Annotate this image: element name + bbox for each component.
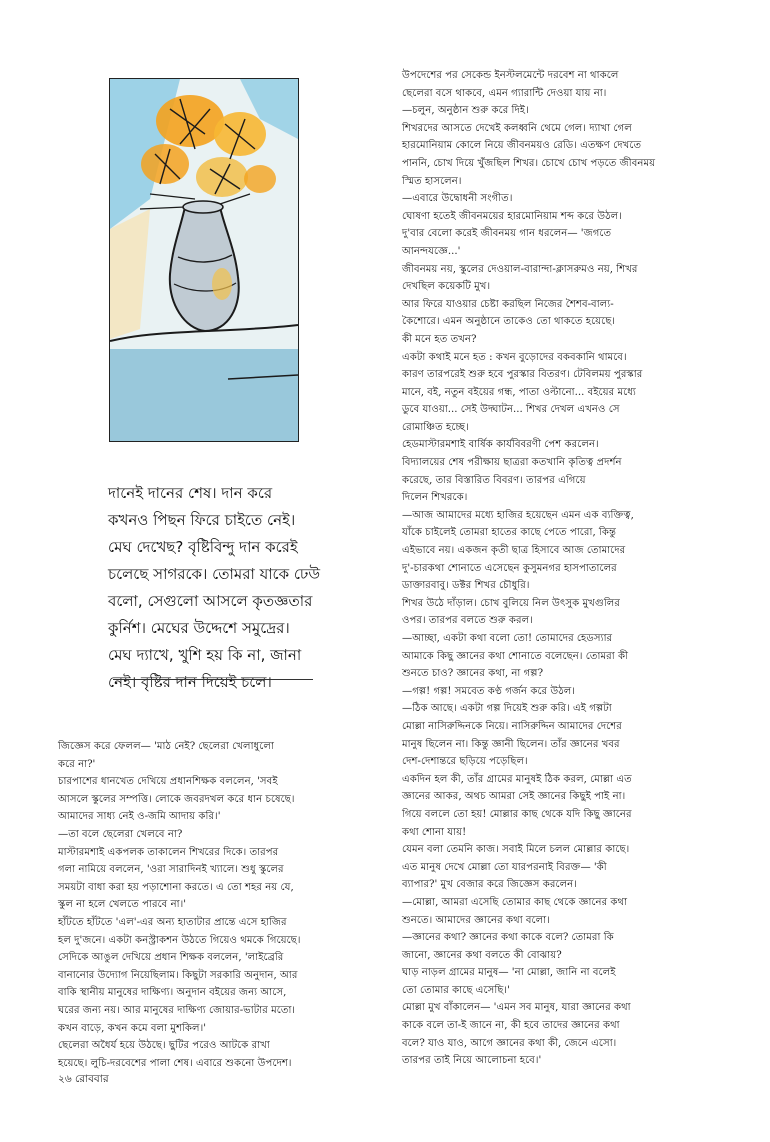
text-line: মানে, বই, নতুন বইয়ের গন্ধ, পাতা ওল্টানো... বইয়ের মধ্যে [402, 386, 636, 398]
text-line: ডুবে যাওয়া... সেই উদ্ঘাটন... শিখর দেখল এখনও সে [402, 404, 620, 416]
text-line: —জ্ঞানের কথা? জ্ঞানের কথা কাকে বলে? তোমরা কি [402, 932, 614, 944]
text-line: —চলুন, অনুষ্ঠান শুরু করে দিই। [402, 105, 529, 117]
text-line: ডাক্তারবাবু। ডক্টর শিখর চৌধুরি। [402, 580, 530, 592]
text-line: কথা শোনা যায়! [402, 826, 467, 838]
flower-blossom [156, 95, 224, 147]
text-line: —তা বলে ছেলেরা খেলবে না? [58, 828, 183, 840]
text-line: বিদ্যালয়ের শেষ পরীক্ষায় ছাত্ররা কতখানি কৃতিত্ব প্রদর্শন [402, 457, 622, 469]
text-line: হারমোনিয়াম কোলে নিয়ে জীবনময়ও রেডি। এতক্ষণ দেখতে [402, 140, 642, 152]
text-line: —মোল্লা, আমরা এসেছি তোমার কাছ থেকে জ্ঞানের কথা [402, 896, 628, 908]
text-line: আমাকে কিছু জ্ঞানের কথা শোনাতে বলেছেন। তোমরা কী [402, 650, 628, 662]
text-line: মানুষ ছিলেন না। কিন্তু জ্ঞানী ছিলেন। তাঁর জ্ঞানের খবর [402, 738, 620, 750]
text-line: হল দু'জনে। একটা কনস্ট্রাকশন উঠতে গিয়েও থমকে গিয়েছে। [58, 934, 301, 946]
flower-blossom [244, 165, 276, 193]
text-line: দু'বার বেলো করেই জীবনময় গান ধরলেন— 'জগতে [402, 228, 612, 240]
text-line: ঘোষণা হতেই জীবনময়ের হারমোনিয়াম শব্দ করে উঠল। [402, 210, 622, 222]
text-line: জানো, জ্ঞানের কথা বলতে কী বোঝায়? [402, 949, 562, 961]
illustration-art [110, 79, 298, 441]
text-line: দিলেন শিখরকে। [402, 492, 468, 504]
text-line: বাকি স্থানীয় মানুষের দাক্ষিণ্য। অনুদান বইয়ের জন্য আসে, [58, 987, 287, 999]
text-line: বানানোর উদ্যোগ নিয়েছিলাম। কিছুটা সরকারি অনুদান, আর [58, 969, 298, 981]
pull-quote-line: মেঘ দেখেছ? বৃষ্টিবিন্দু দান করেই [108, 538, 298, 556]
text-line: পাননি, চোখ দিয়ে খুঁজছিল শিখর। চোখে চোখ পড়তে জীবনময় [402, 157, 656, 169]
text-line: ঘাড় নাড়ল গ্রামের মানুষ— 'না মোল্লা, জানি না বলেই [402, 967, 616, 979]
text-line: শুনতে চাও? জ্ঞানের কথা, না গল্প? [402, 668, 544, 680]
pull-quote-line: কখনও পিছন ফিরে চাইতে নেই। [108, 511, 296, 529]
vase-highlight [212, 268, 232, 300]
page-number: ২৬ [58, 1073, 72, 1085]
text-line: দেখছিল কয়েকটি মুখ। [402, 281, 491, 293]
text-line: দু'-চারকথা শোনাতে এসেছেন কুসুমনগর হাসপাতালের [402, 562, 617, 574]
text-line: ব্যাপার?' মুখ বেজার করে জিজ্ঞেস করলেন। [402, 879, 577, 891]
text-line: দেশ-দেশান্তরে ছড়িয়ে পড়েছিল। [402, 756, 528, 768]
vase-flowers-illustration [109, 78, 299, 442]
text-line: সেদিকে আঙুল দেখিয়ে প্রধান শিক্ষক বললেন, 'লাইব্রেরি [58, 952, 284, 964]
text-line: হয়েছে। লুচি-দরবেশের পালা শেষ। এবারে শুকনো উপদেশ। [58, 1057, 292, 1069]
text-line: কৈশোরে। এমন অনুষ্ঠানে তাকেও তো থাকতে হয়েছে। [402, 316, 616, 328]
text-line: যেমন বলা তেমনি কাজ। সবাই মিলে চলল মোল্লার কাছে। [402, 844, 630, 856]
text-line: হাঁটতে হাঁটতে 'এল'-এর অন্য হাতাটার প্রান্তে এসে হাজির [58, 916, 287, 928]
text-line: —এবারে উদ্বোধনী সংগীত। [402, 193, 513, 205]
text-line: আমাদের সাধ্য নেই ও-জমি আদায় করি।' [58, 811, 221, 823]
text-line: জ্ঞানের আকর, অথচ আমরা সেই জ্ঞানের কিছুই পাই না। [402, 791, 626, 803]
text-line: শিখরদের আসতে দেখেই কলধ্বনি থেমে গেল। দ্যাখা গেল [402, 122, 632, 134]
text-line: আনন্দযজ্ঞে...' [402, 245, 461, 257]
text-line: —আচ্ছা, একটা কথা বলো তো! তোমাদের হেডস্যার [402, 633, 613, 644]
text-line: ঘরের জন্য নয়। আর মানুষের দাক্ষিণ্য জোয়ার-ভাটার মতো। [58, 1004, 296, 1016]
text-line: কাকে বলে তা-ই জানে না, কী হবে তাদের জ্ঞানের কথা [402, 1020, 620, 1032]
text-line: গিয়ে বললে তো হয়! মোল্লার কাছ থেকে যদি কিছু জ্ঞানের [402, 808, 632, 820]
text-line: বলে? যাও যাও, আগে জ্ঞানের কথা কী, জেনে এসো। [402, 1037, 617, 1049]
text-line: ছেলেরা অধৈর্য হয়ে উঠছে। ছুটির পরেও আটকে রাখা [58, 1040, 270, 1052]
text-line: রোমাঞ্চিত হচ্ছে। [402, 421, 469, 433]
text-line: চারপাশের ধানখেত দেখিয়ে প্রধানশিক্ষক বললেন, 'সবই [58, 776, 278, 788]
text-line: —আজ আমাদের মধ্যে হাজির হয়েছেন এমন এক ব্যক্তিত্ব, [402, 509, 634, 521]
text-line: —ঠিক আছে। একটা গল্প দিয়েই শুরু করি। এই গল্পটা [402, 703, 612, 715]
text-line: একদিন হল কী, তাঁর গ্রামের মানুষই ঠিক করল, মোল্লা এত [402, 773, 632, 785]
text-line: হেডমাস্টারমশাই বার্ষিক কার্যবিবরণী পেশ করলেন। [402, 439, 599, 451]
text-line: শুনতে। আমাদের জ্ঞানের কথা বলো। [402, 914, 550, 926]
text-line: করে না?' [58, 758, 96, 770]
text-line: জিজ্ঞেস করে ফেলল— 'মাঠ নেই? ছেলেরা খেলাধুলো [58, 741, 274, 752]
text-line: স্কুল না হলে খেলতে পারবে না।' [58, 899, 187, 911]
text-line: —গল্প! গল্প! সমবেত কণ্ঠ গর্জন করে উঠল। [402, 685, 575, 697]
text-line: এইভাবে নয়। একজন কৃতী ছাত্র হিসাবে আজ তোমাদের [402, 545, 626, 557]
text-line: যাঁকে চাইলেই তোমরা হাতের কাছে পেতে পারো, কিন্তু [402, 527, 616, 539]
text-line: জীবনময় নয়, স্কুলের দেওয়াল-বারান্দা-ক্লাসরুমও নয়, শিখর [402, 263, 638, 275]
pull-quote-line: কুর্নিশ। মেঘের উদ্দেশে সমুদ্রের। [108, 619, 290, 637]
table-surface [110, 349, 298, 441]
text-line: শিখর উঠে দাঁড়াল। চোখ বুলিয়ে নিল উৎসুক মুখগুলির [402, 597, 621, 609]
text-line: আসলে স্কুলের সম্পত্তি। লোকে জবরদখল করে ধান চষেছে। [58, 793, 295, 805]
page-footer [58, 1072, 109, 1089]
text-line: এত মানুষ দেখে মোল্লা তো যারপরনাই বিরক্ত— 'কী [402, 861, 607, 873]
text-line: মাস্টারমশাই একপলক তাকালেন শিখরের দিকে। তারপর [58, 846, 279, 858]
text-line: ছেলেরা বসে থাকবে, এমন গ্যারান্টি দেওয়া যায় না। [402, 87, 607, 99]
text-line: উপদেশের পর সেকেন্ড ইনস্টলমেন্টে দরবেশ না থাকলে [402, 70, 619, 81]
text-line: মোল্লা মুখ বাঁকালেন— 'এমন সব মানুষ, যারা জ্ঞানের কথা [402, 1002, 631, 1014]
divider-rule [113, 679, 313, 680]
text-line: তারপর তাই নিয়ে আলোচনা হবে।' [402, 1055, 542, 1067]
pull-quote [108, 480, 333, 696]
pull-quote-line: মেঘ দ্যাখে, খুশি হয় কি না, জানা [108, 646, 302, 664]
text-line: কখন বাড়ে, কখন কমে বলা মুশকিল।' [58, 1022, 207, 1034]
text-line: আর ফিরে যাওয়ার চেষ্টা করছিল নিজের শৈশব-বাল্য- [402, 298, 614, 310]
pull-quote-line: দানেই দানের শেষ। দান করে [108, 484, 273, 502]
text-line: কী মনে হত তখন? [402, 333, 477, 345]
text-line: ওপর। তারপর বলতে শুরু করল। [402, 615, 533, 627]
pull-quote-line: বলো, সেগুলো আসলে কৃতজ্ঞতার [108, 592, 313, 610]
text-line: মোল্লা নাসিরুদ্দিনকে নিয়ে। নাসিরুদ্দিন আমাদের দেশের [402, 720, 622, 732]
text-line: তো তোমার কাছে এসেছি।' [402, 984, 510, 996]
magazine-name: রোববার [75, 1073, 109, 1085]
text-line: একটা কথাই মনে হত : কখন বুড়োদের বকবকানি থামবে। [402, 351, 627, 363]
text-line: গলা নামিয়ে বললেন, 'ওরা সারাদিনই খ্যালে। শুধু স্কুলের [58, 864, 284, 876]
text-line: কারণ তারপরেই শুরু হবে পুরস্কার বিতরণ। টেবিলময় পুরস্কার [402, 369, 643, 381]
pull-quote-line: চলেছে সাগরকে। তোমরা যাকে ঢেউ [108, 565, 321, 583]
right-text-column [402, 67, 718, 1070]
text-line: করেছে, তার বিস্তারিত বিবরণ। তারপর এগিয়ে [402, 474, 586, 486]
text-line: সময়টা বাধা করা হয় পড়াশোনা করতে। এ তো শহর নয় যে, [58, 881, 294, 893]
left-text-column [58, 738, 358, 1072]
vase-rim [183, 201, 223, 213]
pull-quote-line: নেই। বৃষ্টির দান দিয়েই চলে। [108, 673, 272, 691]
text-line: স্মিত হাসলেন। [402, 175, 462, 187]
